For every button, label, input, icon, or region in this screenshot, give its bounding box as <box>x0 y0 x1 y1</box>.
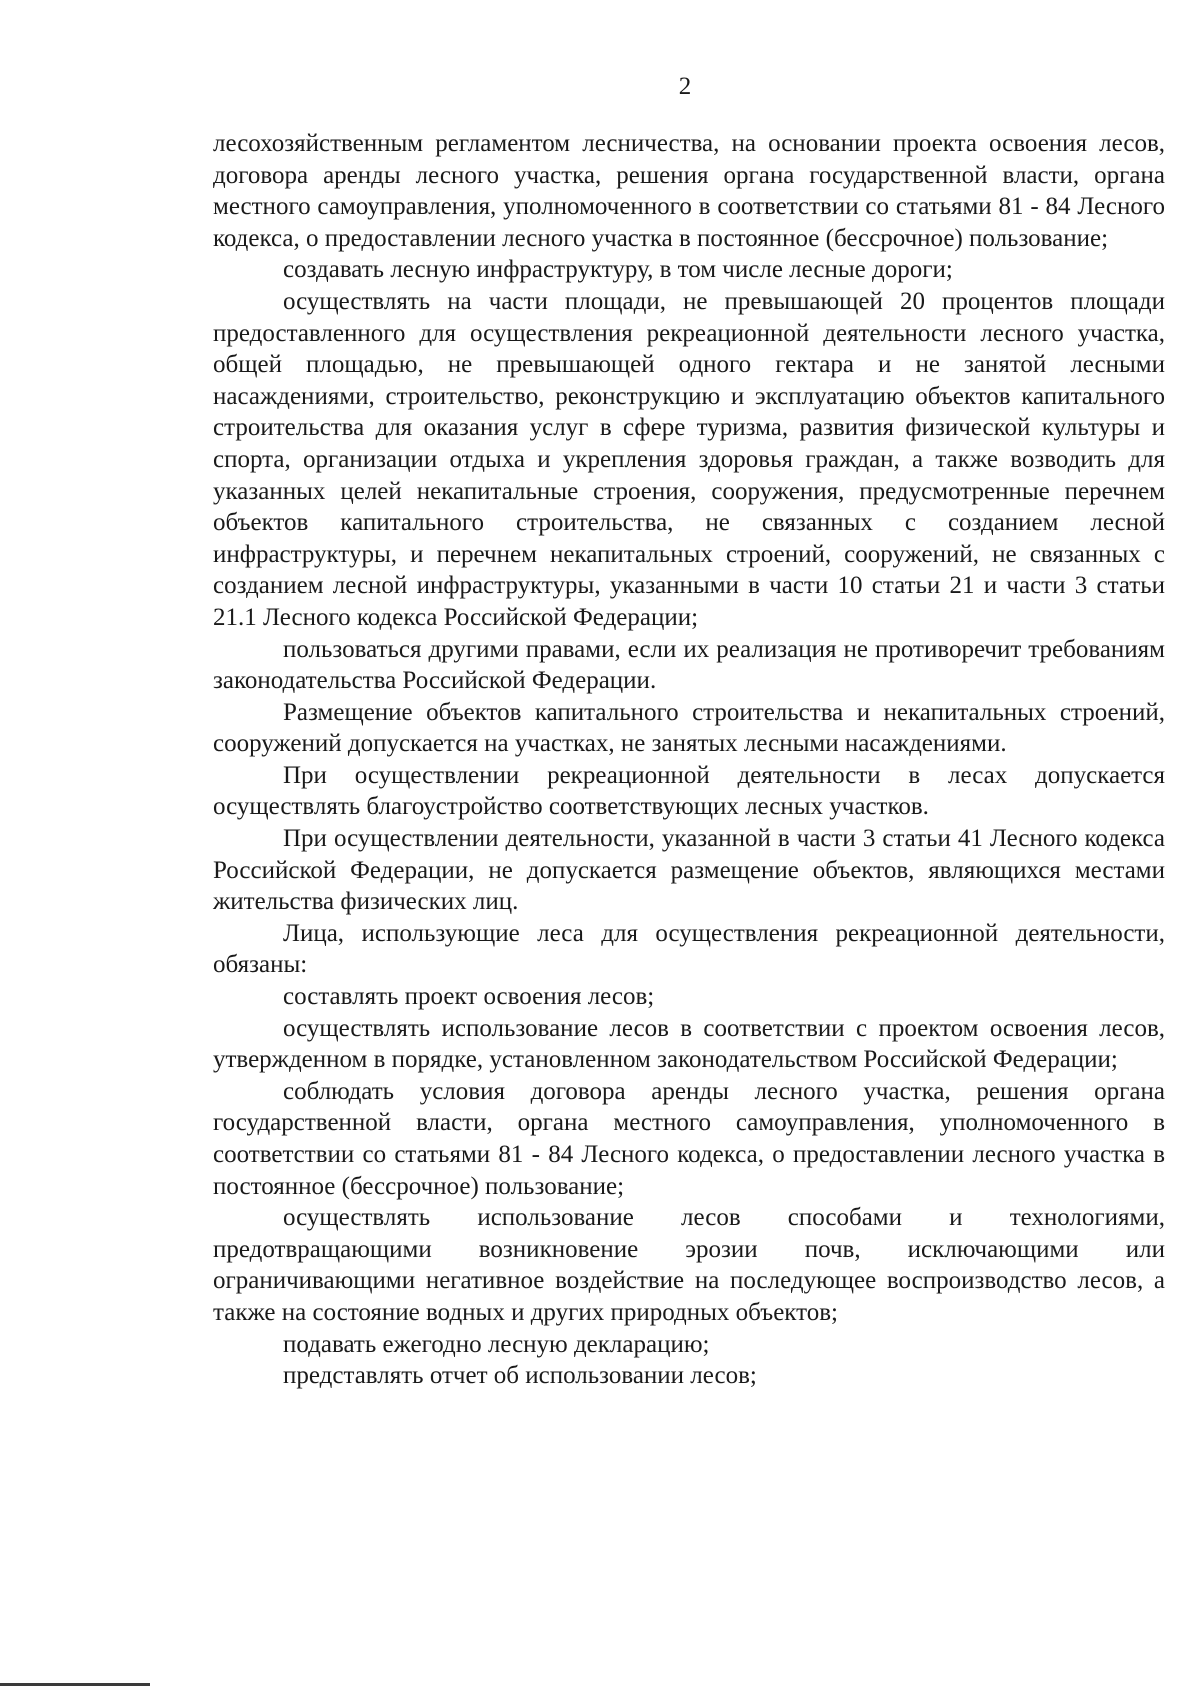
footer-rule <box>0 1683 150 1686</box>
paragraph: осуществлять использование лесов в соответствии с проектом освоения лесов, утвержденном в порядке, установленном законодательством Российской Федерации; <box>213 1014 1165 1074</box>
paragraph: осуществлять на части площади, не превышающей 20 процентов площади предоставленного для осуществления рекреационной деятельности лесного участка, общей площадью, не превышающей одного гектара и не занятой лесными насаждениями, строительство, реконструкцию и эксплуатацию объектов капитального строительства для оказания услуг в сфере туризма, развития физической культуры и спорта, организации отдыха и укрепления здоровья граждан, а также возводить для указанных целей некапитальные строения, сооружения, предусмотренные перечнем объектов капитального строительства, не связанных с созданием лесной инфраструктуры, и перечнем некапитальных строений, сооружений, не связанных с созданием лесной инфраструктуры, указанными в части 10 статьи 21 и части 3 статьи 21.1 Лесного кодекса Российской Федерации; <box>213 287 1165 631</box>
paragraph: составлять проект освоения лесов; <box>283 983 655 1011</box>
page-number: 2 <box>678 73 692 100</box>
paragraph: лесохозяйственным регламентом лесничества, на основании проекта освоения лесов, договора аренды лесного участка, решения органа государственной власти, органа местного самоуправления, уполномоченного в соответствии со статьями 81 - 84 Лесного кодекса, о предоставлении лесного участка в постоянное (бессрочное) пользование; <box>213 130 1165 252</box>
document-body <box>213 128 1165 1392</box>
paragraph: создавать лесную инфраструктуру, в том числе лесные дороги; <box>283 256 953 284</box>
paragraph: Размещение объектов капитального строительства и некапитальных строений, сооружений допускается на участках, не занятых лесными насаждениями. <box>213 698 1165 758</box>
paragraph: представлять отчет об использовании лесов; <box>283 1362 757 1390</box>
paragraph: При осуществлении рекреационной деятельности в лесах допускается осуществлять благоустройство соответствующих лесных участков. <box>213 761 1165 821</box>
paragraph: подавать ежегодно лесную декларацию; <box>283 1330 710 1358</box>
paragraph: пользоваться другими правами, если их реализация не противоречит требованиям законодательства Российской Федерации. <box>213 635 1165 695</box>
paragraph: соблюдать условия договора аренды лесного участка, решения органа государственной власти, органа местного самоуправления, уполномоченного в соответствии со статьями 81 - 84 Лесного кодекса, о предоставлении лесного участка в постоянное (бессрочное) пользование; <box>213 1077 1165 1200</box>
paragraph: При осуществлении деятельности, указанной в части 3 статьи 41 Лесного кодекса Российской Федерации, не допускается размещение объектов, являющихся местами жительства физических лиц. <box>213 825 1165 916</box>
paragraph: осуществлять использование лесов способами и технологиями, предотвращающими возникновение эрозии почв, исключающими или ограничивающими негативное воздействие на последующее воспроизводство лесов, а также на состояние водных и других природных объектов; <box>213 1204 1165 1326</box>
paragraph: Лица, использующие леса для осуществления рекреационной деятельности, обязаны: <box>213 919 1165 979</box>
